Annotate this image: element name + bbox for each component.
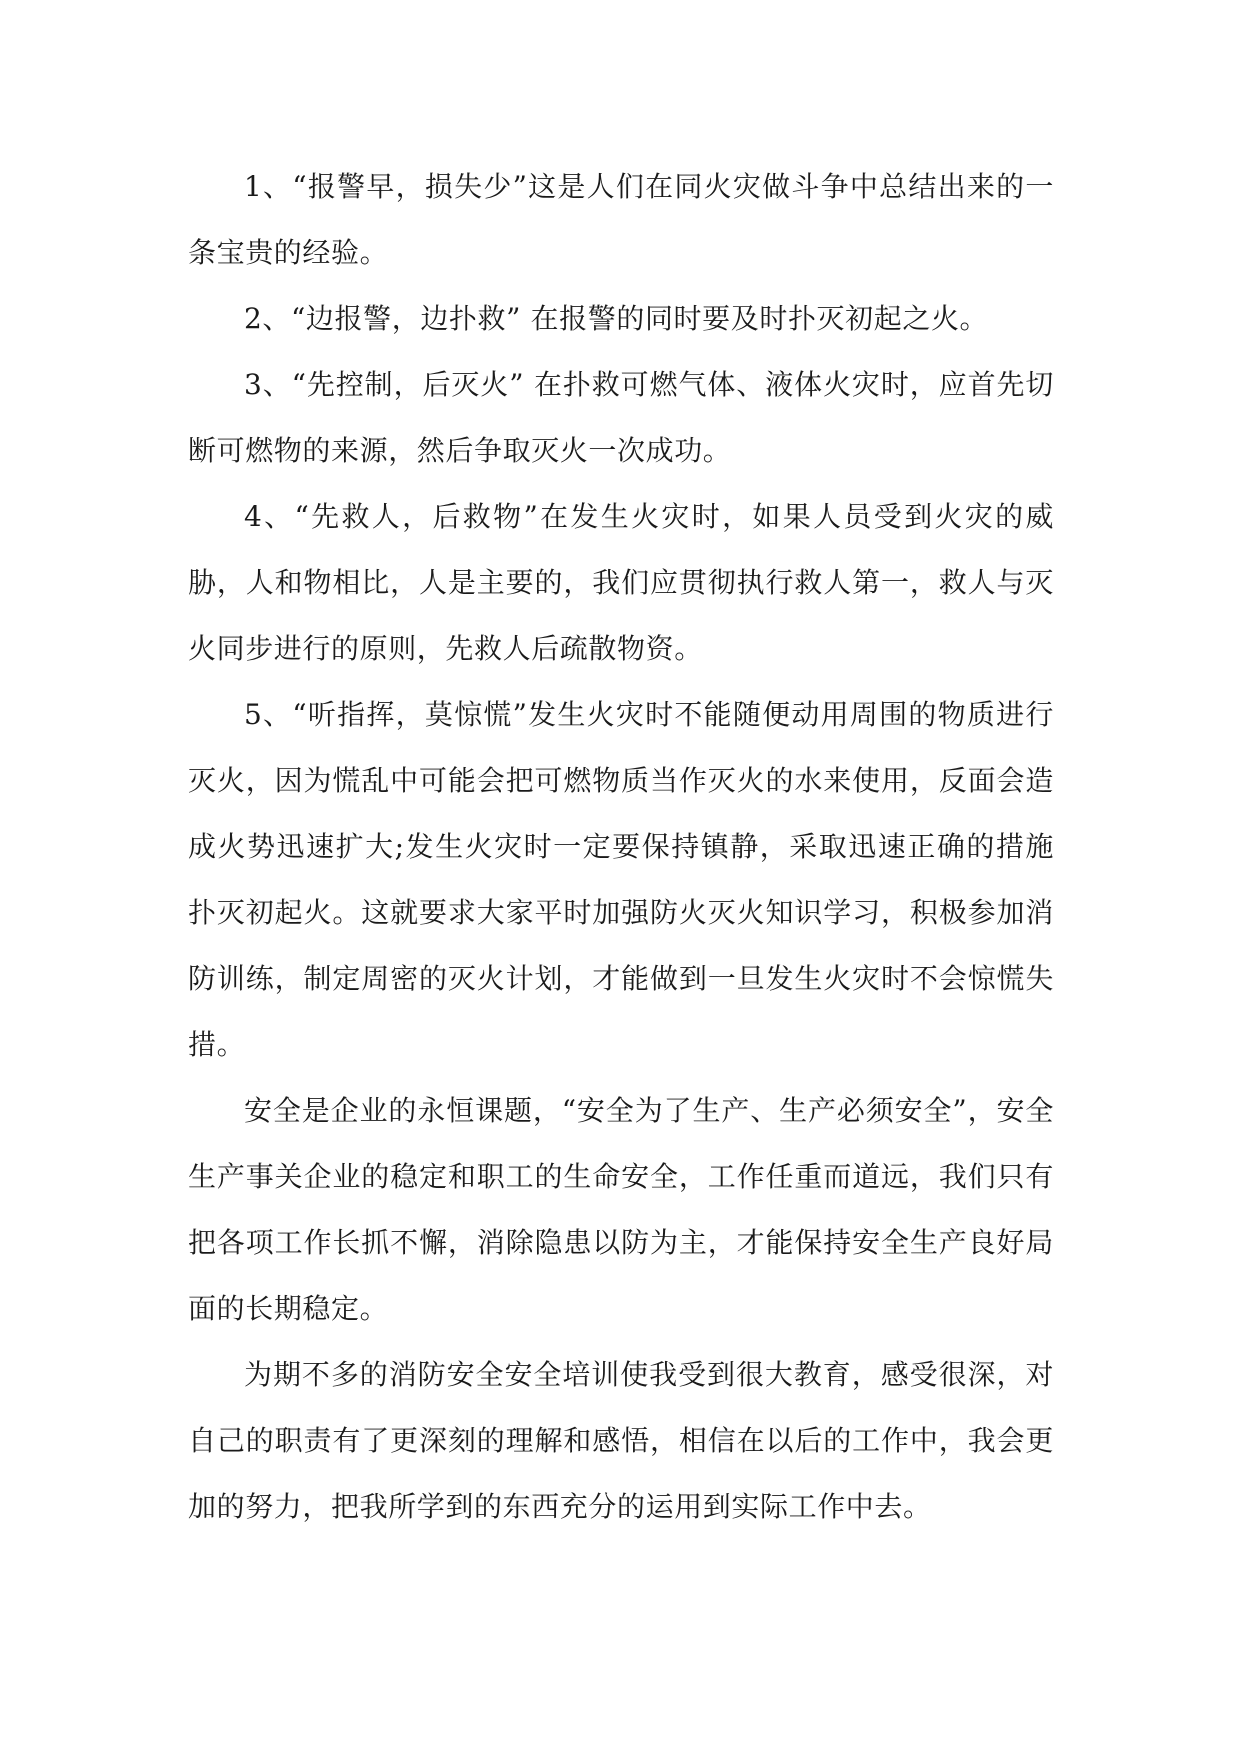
paragraph-principle-4: 4、“先救人，后救物”在发生火灾时，如果人员受到火灾的威胁，人和物相比，人是主要的，我们应贯彻执行救人第一，救人与灭火同步进行的原则，先救人后疏散物资。 [188,500,1054,665]
paragraph-principle-3: 3、“先控制，后灭火” 在扑救可燃气体、液体火灾时，应首先切断可燃物的来源，然后争取灭火一次成功。 [188,368,1054,467]
paragraph-principle-2: 2、“边报警，边扑救” 在报警的同时要及时扑灭初起之火。 [244,302,989,335]
paragraph-conclusion: 为期不多的消防安全安全培训使我受到很大教育，感受很深，对自己的职责有了更深刻的理解和感悟，相信在以后的工作中，我会更加的努力，把我所学到的东西充分的运用到实际工作中去。 [188,1358,1054,1523]
paragraph-principle-5: 5、“听指挥，莫惊慌”发生火灾时不能随便动用周围的物质进行灭火，因为慌乱中可能会把可燃物质当作灭火的水来使用，反面会造成火势迅速扩大;发生火灾时一定要保持镇静，采取迅速正确的措施扑灭初起火。这就要求大家平时加强防火灭火知识学习，积极参加消防训练，制定周密的灭火计划，才能做到一旦发生火灾时不会惊慌失措。 [188,698,1054,1061]
document-body [188,154,1054,1540]
paragraph-principle-1: 1、“报警早，损失少”这是人们在同火灾做斗争中总结出来的一条宝贵的经验。 [188,170,1054,269]
paragraph-safety-summary: 安全是企业的永恒课题，“安全为了生产、生产必须安全”，安全生产事关企业的稳定和职工的生命安全，工作任重而道远，我们只有把各项工作长抓不懈，消除隐患以防为主，才能保持安全生产良好局面的长期稳定。 [188,1094,1054,1325]
